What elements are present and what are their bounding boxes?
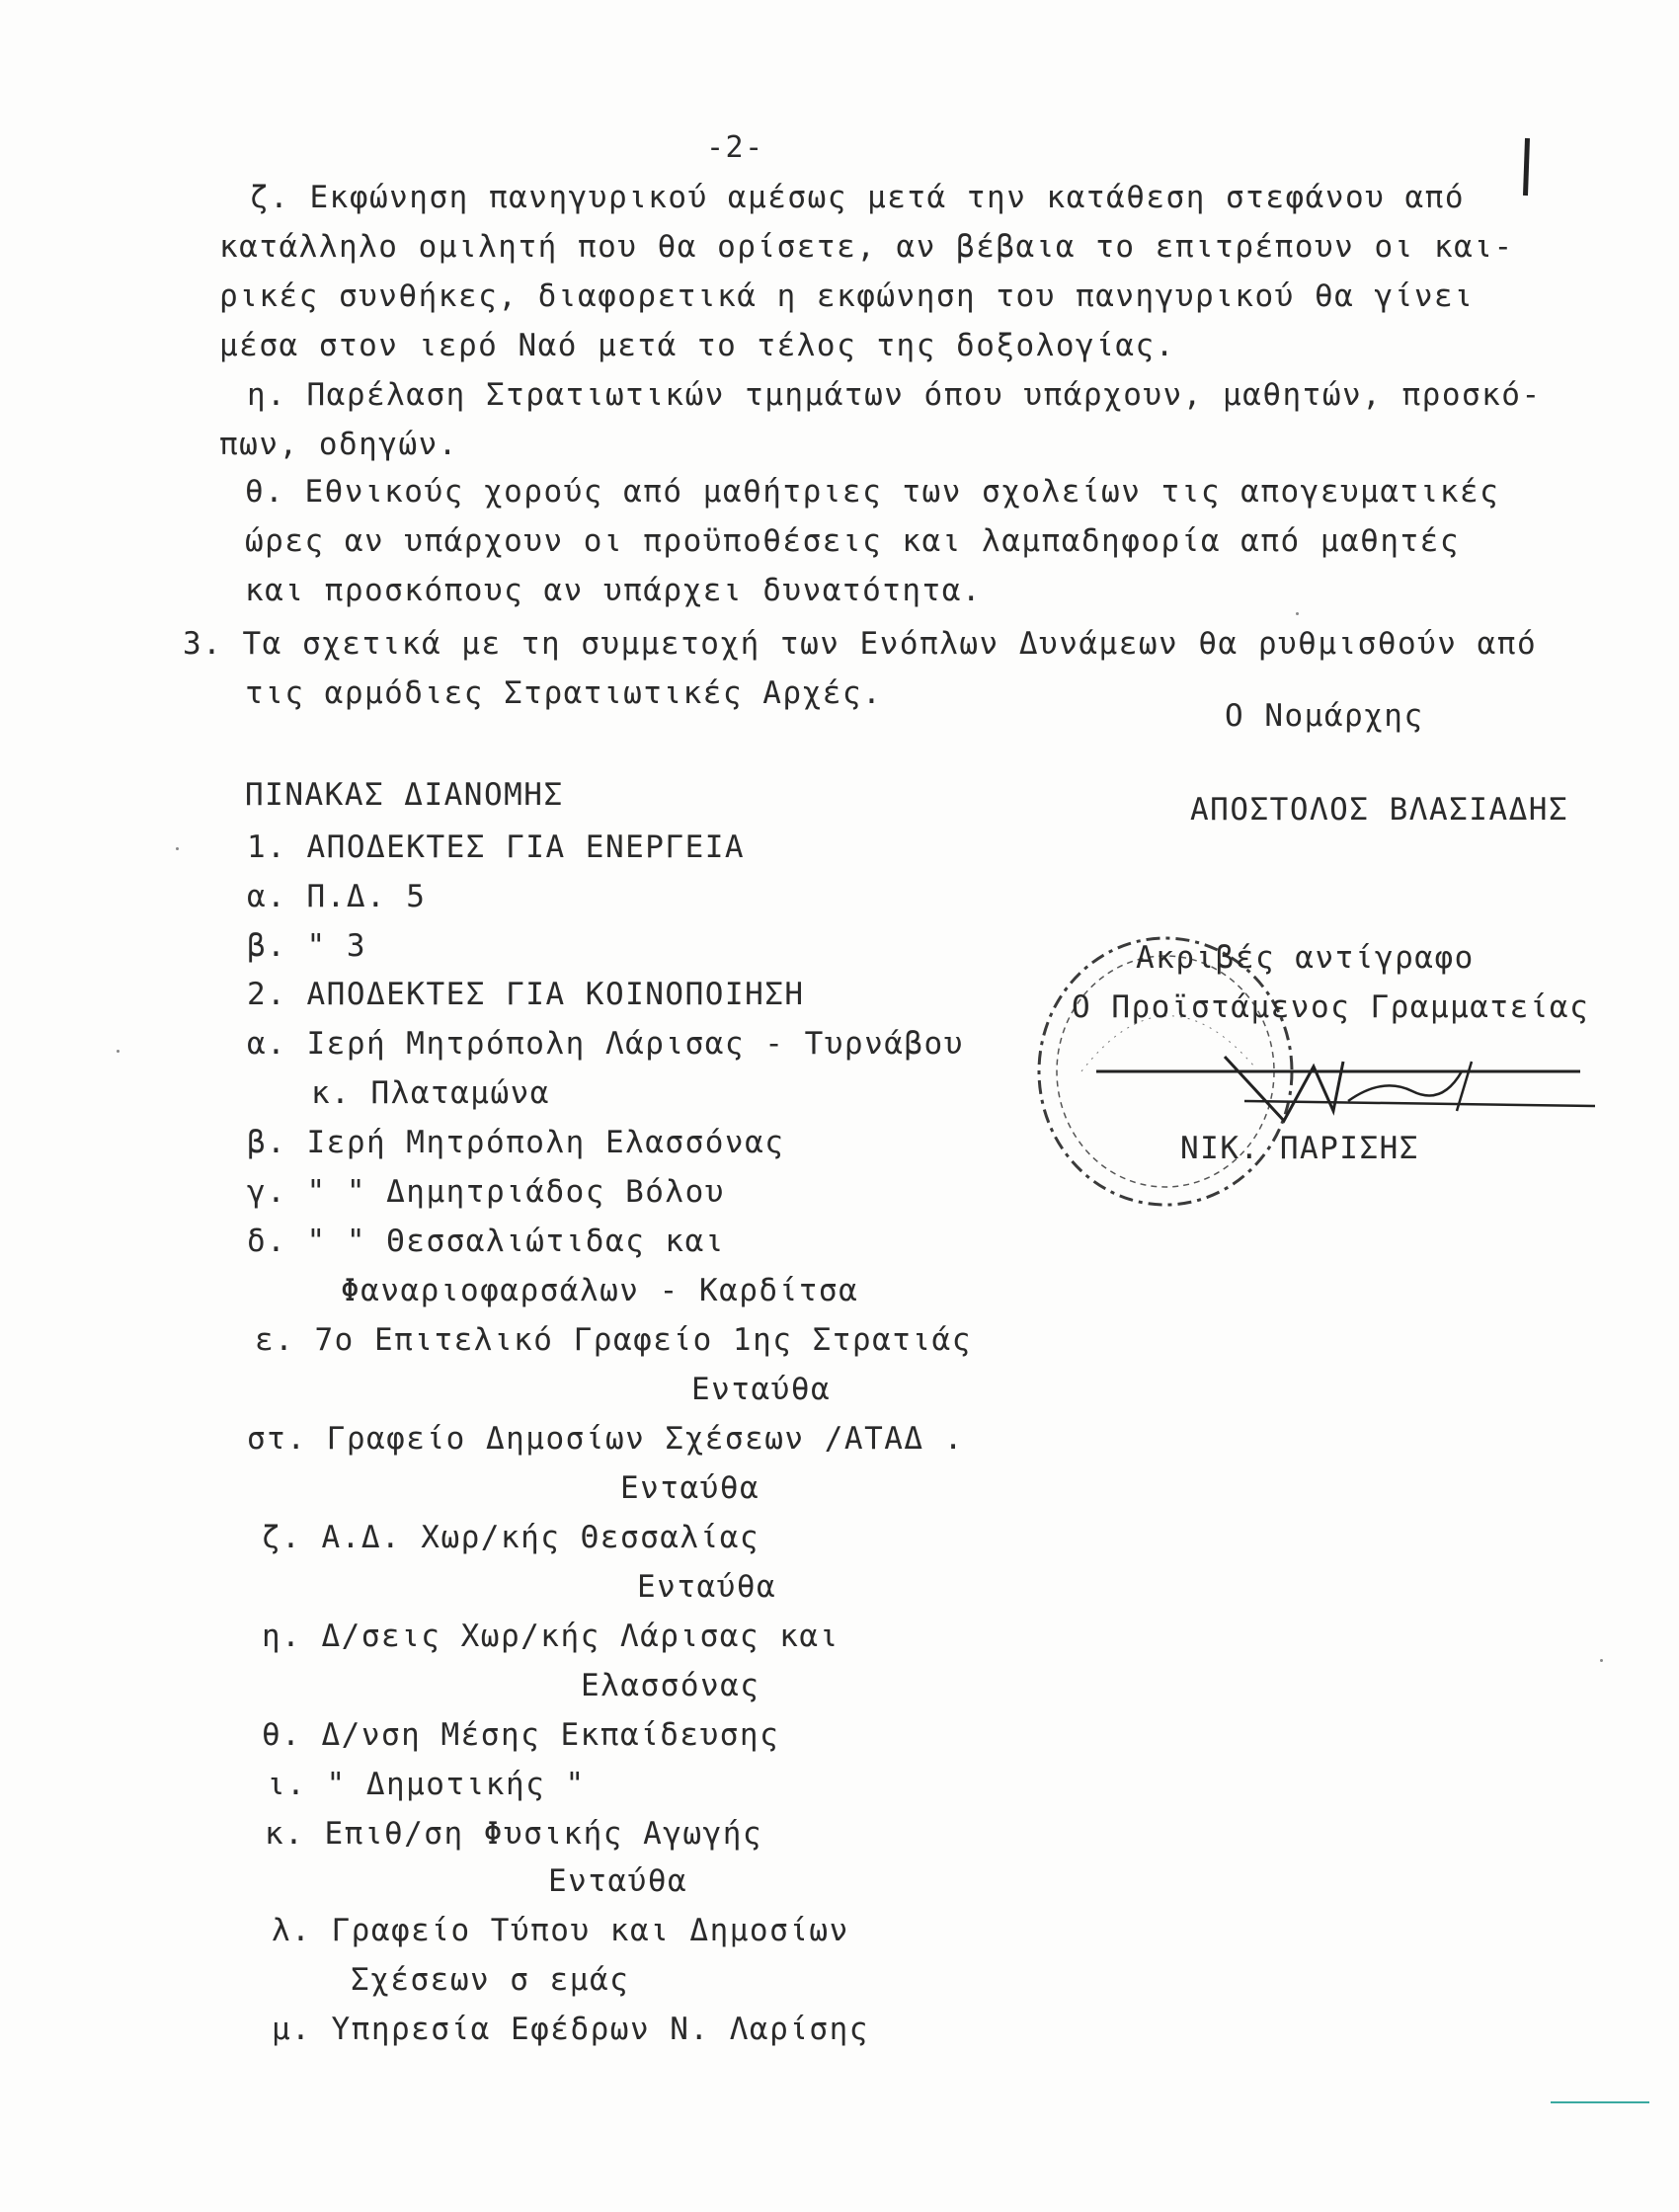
body-line: η. Παρέλαση Στρατιωτικών τμημάτων όπου υπάρχουν, μαθητών, προσκό-: [247, 377, 1542, 413]
scan-speck: [1296, 612, 1299, 615]
distribution-line: Ενταύθα: [548, 1863, 688, 1899]
body-line: κατάλληλο ομιλητή που θα ορίσετε, αν βέβαια το επιτρέπουν οι και-: [219, 229, 1514, 265]
scan-speck: [1600, 1659, 1603, 1662]
body-line: και προσκόπους αν υπάρχει δυνατότητα.: [245, 573, 983, 608]
distribution-line: η. Δ/σεις Χωρ/κής Λάρισας και: [262, 1619, 840, 1654]
distribution-line: Ενταύθα: [637, 1569, 777, 1605]
body-line: ζ. Εκφώνηση πανηγυρικού αμέσως μετά την κατάθεση στεφάνου από: [250, 180, 1465, 215]
distribution-line: Σχέσεων σ εμάς: [351, 1962, 630, 1998]
distribution-title: ΠΙΝΑΚΑΣ ΔΙΑΝΟΜΗΣ: [245, 777, 564, 813]
margin-bar-mark: [1523, 138, 1530, 196]
distribution-line: γ. " " Δημητριάδος Βόλου: [247, 1174, 725, 1210]
distribution-line: Ενταύθα: [620, 1470, 760, 1506]
distribution-line: Ελασσόνας: [581, 1668, 760, 1703]
distribution-line: β. " 3: [247, 928, 366, 964]
body-line: ρικές συνθήκες, διαφορετικά η εκφώνηση του πανηγυρικού θα γίνει: [219, 278, 1475, 314]
distribution-line: 1. ΑΠΟΔΕΚΤΕΣ ΓΙΑ ΕΝΕΡΓΕΙΑ: [247, 830, 746, 865]
distribution-line: θ. Δ/νση Μέσης Εκπαίδευσης: [262, 1717, 780, 1753]
distribution-line: β. Ιερή Μητρόπολη Ελασσόνας: [247, 1125, 785, 1160]
copy-role: Ο Προϊστάμενος Γραμματείας: [1072, 989, 1590, 1025]
body-line: ώρες αν υπάρχουν οι προϋποθέσεις και λαμπαδηφορία από μαθητές: [245, 523, 1460, 559]
distribution-line: ι. " Δημοτικής ": [267, 1767, 586, 1802]
distribution-line: Φαναριοφαρσάλων - Καρδίτσα: [341, 1273, 859, 1308]
scan-speck: [117, 1050, 120, 1053]
distribution-line: Ενταύθα: [691, 1372, 832, 1407]
distribution-line: α. Ιερή Μητρόπολη Λάρισας - Τυρνάβου: [247, 1026, 964, 1062]
body-line: μέσα στον ιερό Ναό μετά το τέλος της δοξολογίας.: [219, 328, 1175, 363]
body-line: θ. Εθνικούς χορούς από μαθήτριες των σχολείων τις απογευματικές: [245, 474, 1500, 510]
body-line: πων, οδηγών.: [219, 427, 458, 462]
distribution-line: 2. ΑΠΟΔΕΚΤΕΣ ΓΙΑ ΚΟΙΝΟΠΟΙΗΣΗ: [247, 977, 805, 1012]
scan-speck: [176, 847, 179, 850]
copy-signatory-name: ΝΙΚ. ΠΑΡΙΣΗΣ: [1180, 1131, 1419, 1166]
distribution-line: ε. 7ο Επιτελικό Γραφείο 1ης Στρατιάς: [255, 1322, 972, 1358]
body-line: 3. Τα σχετικά με τη συμμετοχή των Ενόπλων Δυνάμεων θα ρυθμισθούν από: [183, 626, 1538, 662]
distribution-line: α. Π.Δ. 5: [247, 879, 427, 914]
copy-note: Ακριβές αντίγραφο: [1136, 940, 1475, 976]
page-number: -2-: [706, 130, 764, 165]
distribution-line: λ. Γραφείο Τύπου και Δημοσίων: [272, 1913, 849, 1948]
distribution-line: ζ. Α.Δ. Χωρ/κής Θεσσαλίας: [262, 1520, 760, 1555]
distribution-line: στ. Γραφείο Δημοσίων Σχέσεων /ΑΤΑΔ .: [247, 1421, 964, 1457]
scan-edge-line: [1551, 2101, 1649, 2103]
signatory-role: Ο Νομάρχης: [1225, 698, 1424, 734]
body-line: τις αρμόδιες Στρατιωτικές Αρχές.: [245, 675, 883, 711]
distribution-line: κ. Επιθ/ση Φυσικής Αγωγής: [265, 1816, 763, 1852]
distribution-line: δ. " " Θεσσαλιώτιδας και: [247, 1224, 725, 1259]
distribution-line: κ. Πλαταμώνα: [311, 1075, 550, 1111]
distribution-line: μ. Υπηρεσία Εφέδρων Ν. Λαρίσης: [272, 2012, 869, 2047]
handwritten-signature: [1086, 1042, 1600, 1131]
signatory-name: ΑΠΟΣΤΟΛΟΣ ΒΛΑΣΙΑΔΗΣ: [1190, 792, 1569, 828]
